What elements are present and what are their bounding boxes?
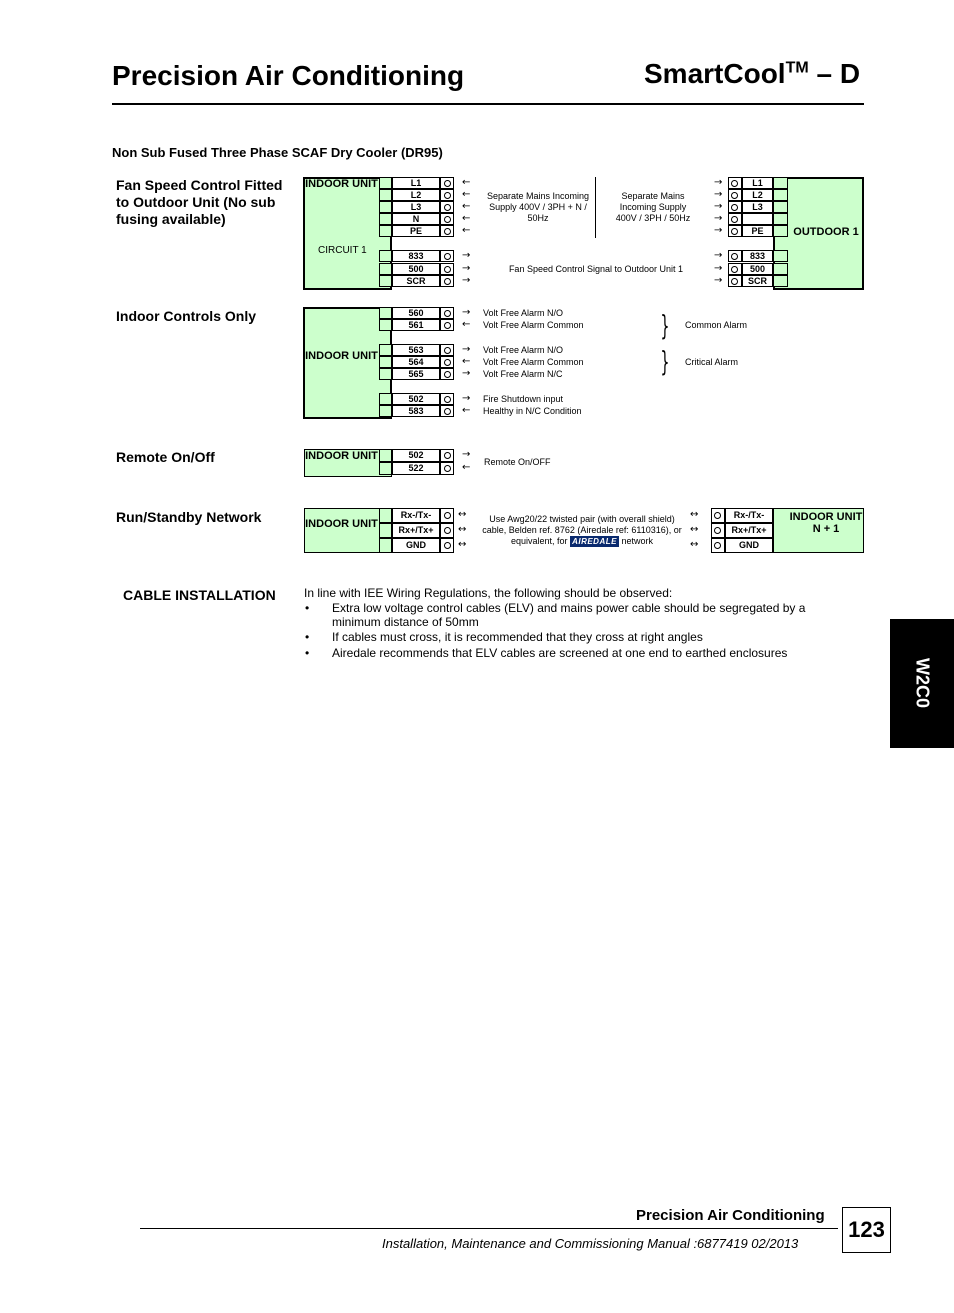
terminal-circle-icon [714, 512, 721, 519]
divider [595, 177, 596, 238]
terminal-circle-icon [444, 278, 451, 285]
terminal-label: GND [392, 538, 440, 553]
terminal-strip [379, 177, 392, 189]
terminal-strip [379, 275, 392, 287]
terminal-label [742, 213, 773, 225]
terminal-label: L1 [742, 177, 773, 189]
arrow-left-icon: ← [462, 462, 471, 473]
arrow-right-icon: → [462, 250, 471, 261]
header-rule [112, 103, 864, 105]
terminal-strip [379, 538, 392, 553]
terminal-description: Volt Free Alarm N/O [483, 345, 564, 355]
bullet-text: Extra low voltage control cables (ELV) and mains power cable should be segregated by a minimum distance of 50mm [332, 601, 806, 629]
indoor-controls-unit-label: INDOOR UNIT [305, 350, 378, 362]
arrow-left-icon: ← [462, 405, 471, 416]
arrow-right-icon: → [462, 344, 471, 355]
remote-description: Remote On/OFF [484, 457, 551, 467]
terminal-circle-icon [444, 527, 451, 534]
terminal-circle-icon [731, 266, 738, 273]
terminal-circle-icon [444, 192, 451, 199]
terminal-strip [773, 213, 788, 225]
arrow-left-icon: ← [462, 201, 471, 212]
terminal-strip [379, 201, 392, 213]
indoor-unit-label: INDOOR UNIT [305, 178, 378, 190]
terminal-strip [379, 356, 392, 368]
terminal-label: L2 [392, 189, 440, 201]
terminal-circle-icon [731, 278, 738, 285]
terminal-circle-icon [444, 542, 451, 549]
terminal-circle-icon [444, 180, 451, 187]
circuit-label: CIRCUIT 1 [318, 245, 367, 256]
terminal-label: 502 [392, 449, 440, 462]
arrow-left-icon: ← [462, 319, 471, 330]
terminal-label: PE [742, 225, 773, 237]
bullet-text: If cables must cross, it is recommended that they cross at right angles [332, 630, 703, 644]
footer-rule [140, 1228, 838, 1229]
terminal-strip [379, 462, 392, 475]
terminal-circle-icon [731, 228, 738, 235]
terminal-label: N [392, 213, 440, 225]
terminal-label: 563 [392, 344, 440, 356]
terminal-label: Rx+/Tx+ [725, 523, 773, 538]
terminal-strip [379, 189, 392, 201]
arrow-right-icon: → [462, 275, 471, 286]
arrow-right-icon: → [462, 449, 471, 460]
terminal-strip [773, 201, 788, 213]
terminal-label: L2 [742, 189, 773, 201]
diagram-title: Non Sub Fused Three Phase SCAF Dry Cooler (DR95) [112, 145, 443, 160]
terminal-label: SCR [742, 275, 773, 287]
terminal-strip [379, 319, 392, 331]
terminal-circle-icon [444, 396, 451, 403]
footer-manual: Installation, Maintenance and Commissioning Manual :6877419 02/2013 [382, 1236, 799, 1251]
side-tab-label: W2C0 [912, 658, 933, 709]
terminal-strip [379, 368, 392, 380]
terminal-label: 560 [392, 307, 440, 319]
terminal-strip [773, 177, 788, 189]
signal-label: Fan Speed Control Signal to Outdoor Unit 1 [508, 264, 684, 274]
terminal-label: 583 [392, 405, 440, 417]
arrow-right-icon: → [714, 189, 723, 200]
cable-heading: CABLE INSTALLATION [123, 587, 276, 603]
arrow-both-icon: ↔ [690, 509, 699, 520]
page-title: Precision Air Conditioning [112, 60, 465, 91]
terminal-description: Volt Free Alarm N/C [483, 369, 563, 379]
supply-left: Separate Mains Incoming Supply 400V / 3PH + N / 50Hz [486, 191, 590, 223]
arrow-left-icon: ← [462, 356, 471, 367]
terminal-circle-icon [444, 371, 451, 378]
critical-alarm-label: Critical Alarm [685, 357, 739, 367]
terminal-label: L3 [742, 201, 773, 213]
terminal-strip [773, 189, 788, 201]
terminal-label: 500 [392, 263, 440, 275]
terminal-circle-icon [444, 322, 451, 329]
terminal-circle-icon [444, 228, 451, 235]
arrow-right-icon: → [462, 368, 471, 379]
terminal-strip [379, 263, 392, 275]
bullet-icon: • [305, 646, 310, 660]
arrow-right-icon: → [462, 393, 471, 404]
terminal-strip [379, 213, 392, 225]
fan-speed-heading: Fan Speed Control Fitted to Outdoor Unit (No sub fusing available) [116, 177, 283, 227]
terminal-strip [379, 449, 392, 462]
terminal-circle-icon [444, 465, 451, 472]
terminal-strip [379, 307, 392, 319]
terminal-label: SCR [392, 275, 440, 287]
arrow-right-icon: → [714, 250, 723, 261]
terminal-circle-icon [714, 527, 721, 534]
terminal-circle-icon [731, 192, 738, 199]
arrow-both-icon: ↔ [690, 539, 699, 550]
bullet-text: Airedale recommends that ELV cables are screened at one end to earthed enclosures [332, 646, 788, 660]
terminal-description: Fire Shutdown input [483, 394, 564, 404]
terminal-strip [379, 250, 392, 262]
terminal-label: 522 [392, 462, 440, 475]
terminal-description: Volt Free Alarm Common [483, 320, 584, 330]
terminal-circle-icon [731, 216, 738, 223]
terminal-circle-icon [731, 204, 738, 211]
supply-right: Separate Mains Incoming Supply 400V / 3PH / 50Hz [615, 191, 691, 223]
terminal-strip [379, 344, 392, 356]
terminal-label: L1 [392, 177, 440, 189]
terminal-label: 502 [392, 393, 440, 405]
terminal-circle-icon [731, 180, 738, 187]
terminal-circle-icon [444, 266, 451, 273]
terminal-circle-icon [444, 347, 451, 354]
terminal-strip [379, 508, 392, 523]
common-alarm-label: Common Alarm [685, 320, 748, 330]
terminal-label: L3 [392, 201, 440, 213]
arrow-left-icon: ← [462, 225, 471, 236]
terminal-description: Volt Free Alarm N/O [483, 308, 564, 318]
terminal-circle-icon [444, 310, 451, 317]
terminal-circle-icon [444, 408, 451, 415]
terminal-label: 833 [392, 250, 440, 262]
outdoor-label: OUTDOOR 1 [793, 226, 859, 238]
terminal-label: 561 [392, 319, 440, 331]
arrow-left-icon: ← [462, 213, 471, 224]
terminal-strip [379, 405, 392, 417]
cable-intro: In line with IEE Wiring Regulations, the following should be observed: [304, 586, 673, 600]
terminal-strip [773, 225, 788, 237]
terminal-label: PE [392, 225, 440, 237]
arrow-right-icon: → [714, 213, 723, 224]
arrow-right-icon: → [462, 307, 471, 318]
arrow-right-icon: → [714, 275, 723, 286]
arrow-left-icon: ← [462, 177, 471, 188]
critical-alarm-brace: } [660, 345, 670, 378]
terminal-description: Volt Free Alarm Common [483, 357, 584, 367]
terminal-circle-icon [444, 204, 451, 211]
terminal-label: Rx-/Tx- [392, 508, 440, 523]
terminal-circle-icon [444, 253, 451, 260]
arrow-left-icon: ← [462, 189, 471, 200]
terminal-label: 833 [742, 250, 773, 262]
arrow-right-icon: → [714, 263, 723, 274]
bullet-icon: • [305, 630, 310, 644]
common-alarm-brace: } [660, 309, 670, 342]
terminal-description: Healthy in N/C Condition [483, 406, 582, 416]
terminal-strip [773, 263, 788, 275]
terminal-circle-icon [444, 512, 451, 519]
arrow-both-icon: ↔ [458, 509, 467, 520]
airedale-logo: AIREDALE [572, 537, 617, 546]
terminal-strip [773, 250, 788, 262]
terminal-label: Rx+/Tx+ [392, 523, 440, 538]
arrow-both-icon: ↔ [690, 524, 699, 535]
terminal-label: Rx-/Tx- [725, 508, 773, 523]
indoor-controls-heading: Indoor Controls Only [116, 308, 256, 324]
arrow-right-icon: → [714, 177, 723, 188]
arrow-both-icon: ↔ [458, 539, 467, 550]
terminal-label: 564 [392, 356, 440, 368]
arrow-right-icon: → [714, 201, 723, 212]
arrow-right-icon: → [714, 225, 723, 236]
terminal-label: 500 [742, 263, 773, 275]
terminal-circle-icon [714, 542, 721, 549]
network-unit-label: INDOOR UNIT [305, 518, 378, 530]
terminal-circle-icon [731, 253, 738, 260]
arrow-both-icon: ↔ [458, 524, 467, 535]
terminal-circle-icon [444, 216, 451, 223]
terminal-strip [773, 275, 788, 287]
bullet-icon: • [305, 601, 310, 615]
terminal-circle-icon [444, 452, 451, 459]
terminal-label: 565 [392, 368, 440, 380]
terminal-strip [379, 393, 392, 405]
arrow-right-icon: → [462, 263, 471, 274]
page-number: 123 [842, 1207, 891, 1253]
network-heading: Run/Standby Network [116, 509, 262, 525]
network-description: Use Awg20/22 twisted pair (with overall shield) cable, Belden ref. 8762 (Airedale ref: 6110316), or equivalent, for AIREDALE network [482, 514, 682, 546]
terminal-circle-icon [444, 359, 451, 366]
terminal-strip [379, 523, 392, 538]
remote-heading: Remote On/Off [116, 449, 215, 465]
remote-unit-label: INDOOR UNIT [305, 450, 378, 462]
network-remote-unit-label: INDOOR UNIT N + 1 [789, 511, 863, 535]
terminal-label: GND [725, 538, 773, 553]
footer-title: Precision Air Conditioning [636, 1207, 825, 1224]
terminal-strip [379, 225, 392, 237]
product-title: SmartCool™ – D [644, 58, 861, 89]
